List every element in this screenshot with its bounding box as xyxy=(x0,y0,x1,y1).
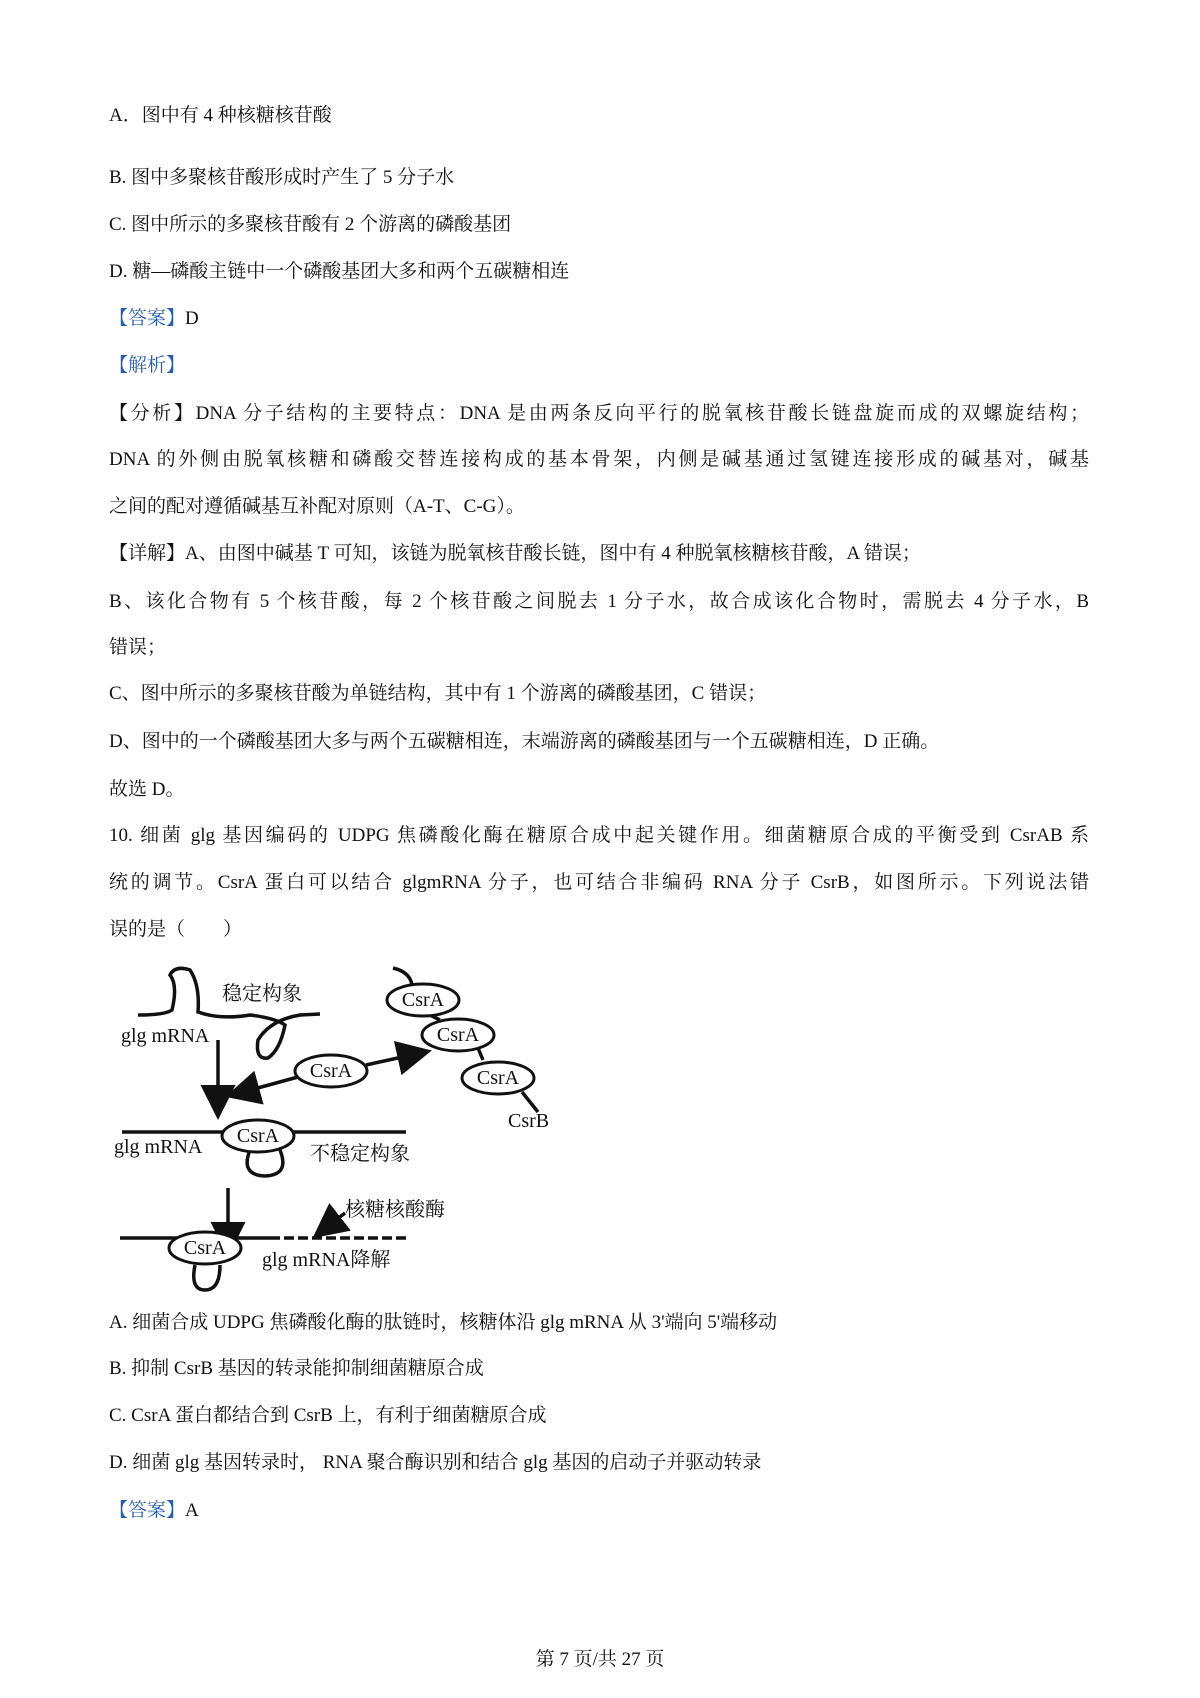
csra-label: CsrA xyxy=(236,1125,280,1147)
degrade-loop xyxy=(194,1265,220,1290)
answer-label: 【答案】 xyxy=(109,308,186,329)
mrna-label: glg mRNA xyxy=(121,1025,210,1047)
option-c: C. CsrA 蛋白都结合到 CsrB 上，有利于细菌糖原合成 xyxy=(109,1405,547,1426)
option-c: C. 图中所示的多聚核苷酸有 2 个游离的磷酸基团 xyxy=(109,214,512,235)
option-a: A．图中有 4 种核糖核苷酸 xyxy=(109,105,332,126)
analysis-line: C、图中所示的多聚核苷酸为单链结构，其中有 1 个游离的磷酸基团，C 错误； xyxy=(109,683,767,704)
unstable-label: 不稳定构象 xyxy=(310,1143,410,1165)
answer-line xyxy=(109,1499,1089,1523)
analysis-label: 【解析】 xyxy=(109,355,186,376)
csra-label: CsrA xyxy=(309,1060,353,1082)
question-line: 10. 细菌 glg 基因编码的 UDPG 焦磷酸化酶在糖原合成中起关键作用。细菌糖原合成的平衡受到 CsrAB 系 xyxy=(109,825,1089,846)
analysis-line: B、该化合物有 5 个核苷酸，每 2 个核苷酸之间脱去 1 分子水，故合成该化合物时，需脱去 4 分子水，B xyxy=(109,591,1089,612)
rnase-arrow xyxy=(318,1213,345,1234)
mrna-label: glg mRNA xyxy=(114,1136,203,1158)
unstable-loop xyxy=(247,1150,283,1176)
analysis-line: 故选 D。 xyxy=(109,779,185,800)
analysis-line: 【详解】A、由图中碱基 T 可知，该链为脱氧核苷酸长链，图中有 4 种脱氧核糖核苷酸，A 错误； xyxy=(109,543,921,564)
degrade-label: glg mRNA降解 xyxy=(262,1249,391,1271)
answer-label: 【答案】 xyxy=(109,1500,186,1521)
arrow-to-csrb xyxy=(366,1052,425,1065)
question-line: 误的是（ ） xyxy=(109,919,243,940)
option-d: D. 细菌 glg 基因转录时， RNA 聚合酶识别和结合 glg 基因的启动子并驱动转录 xyxy=(109,1452,762,1473)
analysis-line: 错误； xyxy=(109,637,167,658)
analysis-line: 之间的配对遵循碱基互补配对原则（A-T、C-G）。 xyxy=(109,496,525,517)
analysis-line: D、图中的一个磷酸基团大多与两个五碳糖相连，末端游离的磷酸基团与一个五碳糖相连，D 正确。 xyxy=(109,731,940,752)
option-a: A. 细菌合成 UDPG 焦磷酸化酶的肽链时，核糖体沿 glg mRNA 从 3'端向 5'端移动 xyxy=(109,1312,778,1333)
csra-label: CsrA xyxy=(401,989,445,1011)
analysis-line: 【分析】DNA 分子结构的主要特点：DNA 是由两条反向平行的脱氧核苷酸长链盘旋而成的双螺旋结构； xyxy=(109,403,1089,424)
csrab-diagram xyxy=(0,0,600,1300)
csra-label: CsrA xyxy=(476,1067,520,1089)
option-b: B. 图中多聚核苷酸形成时产生了 5 分子水 xyxy=(109,167,455,188)
analysis-line: DNA 的外侧由脱氧核糖和磷酸交替连接构成的基本骨架，内侧是碱基通过氢键连接形成的碱基对，碱基 xyxy=(109,449,1089,470)
rnase-label: 核糖核酸酶 xyxy=(345,1199,445,1221)
option-d: D. 糖—磷酸主链中一个磷酸基团大多和两个五碳糖相连 xyxy=(109,261,570,282)
csrb-label: CsrB xyxy=(508,1110,550,1132)
question-line: 统的调节。CsrA 蛋白可以结合 glgmRNA 分子，也可结合非编码 RNA 分子 CsrB，如图所示。下列说法错 xyxy=(109,872,1089,893)
arrow-to-mrna xyxy=(232,1077,298,1095)
stable-label: 稳定构象 xyxy=(222,983,302,1005)
page-footer: 第 7 页/共 27 页 xyxy=(535,1649,665,1670)
option-b: B. 抑制 CsrB 基因的转录能抑制细菌糖原合成 xyxy=(109,1358,484,1379)
csra-label: CsrA xyxy=(436,1024,480,1046)
csra-label: CsrA xyxy=(183,1237,227,1259)
answer-value: D xyxy=(185,308,199,329)
answer-value: A xyxy=(185,1500,199,1521)
